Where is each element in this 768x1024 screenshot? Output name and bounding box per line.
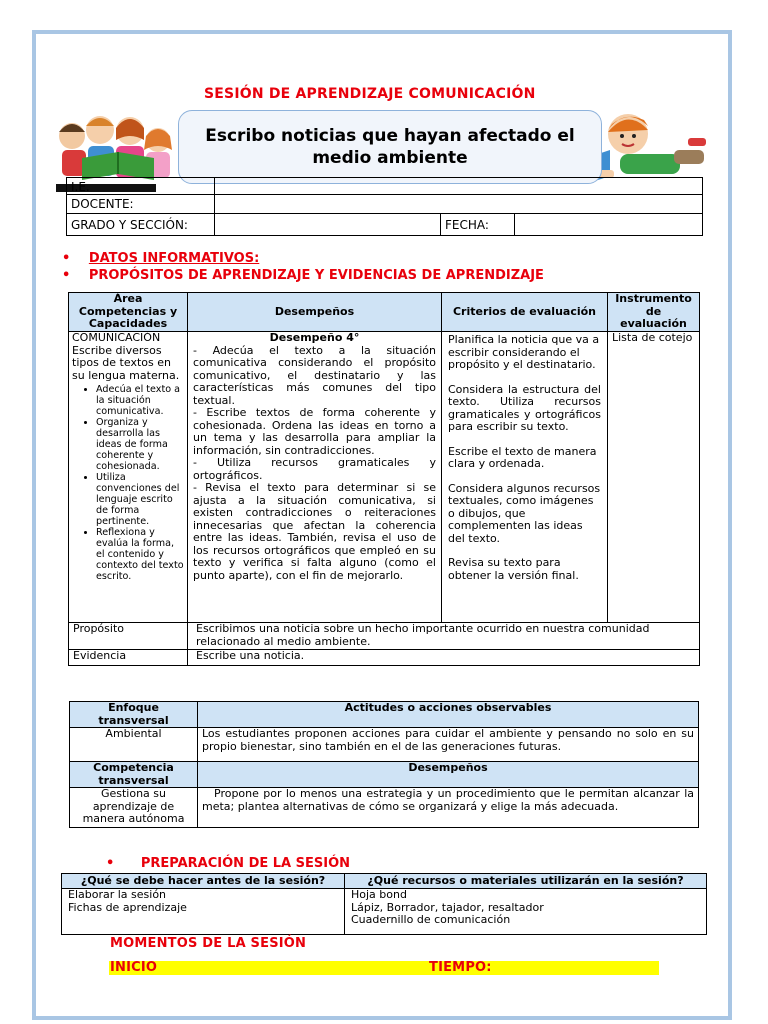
prep-item: Lápiz, Borrador, tajador, resaltador bbox=[351, 900, 544, 914]
capacidad-item: • Utiliza convenciones del lenguaje escrito de forma pertinente. bbox=[96, 472, 184, 527]
desempeno-item: - Adecúa el texto a la situación comunicativa considerando el propósito comunicativo, el destinatario y las características más comunes del tipo textual. bbox=[193, 343, 436, 407]
datos-heading-text: DATOS INFORMATIVOS: bbox=[88, 251, 260, 266]
docente-label: DOCENTE: bbox=[67, 195, 215, 214]
prep-col1-cell bbox=[62, 889, 345, 935]
capacidad-item: • Reflexiona y evalúa la forma, el contenido y contexto del texto escrito. bbox=[96, 527, 184, 582]
momentos-heading: MOMENTOS DE LA SESIÓN bbox=[110, 936, 307, 951]
desempenos-value bbox=[198, 788, 699, 828]
instrumento-header: Instrumento de evaluación bbox=[608, 293, 700, 332]
desempenos-header: Desempeños bbox=[188, 293, 442, 332]
enfoque-header: Enfoque transversal bbox=[70, 702, 198, 728]
purpose-table bbox=[68, 292, 700, 666]
docente-field[interactable] bbox=[215, 195, 703, 214]
prep-col1-header: ¿Qué se debe hacer antes de la sesión? bbox=[62, 874, 345, 889]
criterios-cell bbox=[442, 332, 608, 623]
proposito-text: Escribimos una noticia sobre un hecho importante ocurrido en nuestra comunidad relacionado al medio ambiente. bbox=[188, 623, 700, 650]
enfoque-table bbox=[69, 701, 699, 828]
evidencia-label: Evidencia bbox=[69, 650, 188, 666]
datos-heading bbox=[62, 251, 259, 266]
criterio-item: Considera la estructura del texto. Utiliza recursos gramaticales y ortográficos para escribir su texto. bbox=[448, 382, 601, 433]
info-table bbox=[66, 177, 703, 236]
ie-field[interactable] bbox=[215, 178, 703, 195]
desempenos-cell bbox=[188, 332, 442, 623]
bullet-icon: • bbox=[106, 856, 115, 871]
area-header: Área Competencias y Capacidades bbox=[69, 293, 188, 332]
evidencia-text: Escribe una noticia. bbox=[188, 650, 700, 666]
session-banner-text: Escribo noticias que hayan afectado el medio ambiente bbox=[205, 126, 575, 168]
grado-field[interactable] bbox=[215, 214, 441, 236]
session-banner bbox=[178, 110, 602, 184]
criterios-header: Criterios de evaluación bbox=[442, 293, 608, 332]
capacidad-item: • Organiza y desarrolla las ideas de forma coherente y cohesionada. bbox=[96, 417, 184, 472]
preparacion-heading-text: PREPARACIÓN DE LA SESIÓN bbox=[140, 856, 351, 871]
bullet-icon: • bbox=[62, 251, 71, 266]
ie-label: I.E. bbox=[67, 178, 215, 195]
desempenos-transversal-header: Desempeños bbox=[198, 762, 699, 788]
capacidades-list bbox=[72, 384, 184, 582]
inicio-label: INICIO bbox=[110, 960, 158, 975]
criterio-item: Planifica la noticia que va a escribir considerando el propósito y el destinatario. bbox=[448, 333, 600, 371]
criterio-item: Considera algunos recursos textuales, como imágenes o dibujos, que complementen las ideas del texto. bbox=[448, 481, 601, 545]
capacidad-item: • Adecúa el texto a la situación comunicativa. bbox=[96, 384, 184, 417]
area-title: COMUNICACIÓN bbox=[72, 331, 161, 344]
preparacion-heading bbox=[106, 856, 350, 871]
competencia-value: Gestiona su aprendizaje de manera autónoma bbox=[70, 788, 198, 828]
proposito-label: Propósito bbox=[69, 623, 188, 650]
area-cell bbox=[69, 332, 188, 623]
grado-label: GRADO Y SECCIÓN: bbox=[67, 214, 215, 236]
prep-item: Hoja bond bbox=[351, 888, 407, 901]
prep-col2-cell bbox=[345, 889, 707, 935]
actitudes-value: Los estudiantes proponen acciones para cuidar el ambiente y pensando no solo en su propio bienestar, sino también en el de las generaciones futuras. bbox=[198, 728, 699, 762]
tiempo-label: TIEMPO: bbox=[429, 960, 492, 975]
criterio-item: Revisa su texto para obtener la versión final. bbox=[448, 556, 579, 582]
desempenos-value-text: Propone por lo menos una estrategia y un procedimiento que le permitan alcanzar la meta; plantea alternativas de cómo se organizará y elige la más adecuada. bbox=[202, 787, 694, 813]
propositos-heading-text: PROPÓSITOS DE APRENDIZAJE Y EVIDENCIAS DE APRENDIZAJE bbox=[88, 268, 544, 283]
fecha-field[interactable] bbox=[515, 214, 703, 236]
fecha-label: FECHA: bbox=[441, 214, 515, 236]
prep-col2-header: ¿Qué recursos o materiales utilizarán en la sesión? bbox=[345, 874, 707, 889]
prep-item: Elaborar la sesión bbox=[68, 888, 167, 901]
competencia-text: Escribe diversos tipos de textos en su lengua materna. bbox=[72, 343, 180, 382]
prep-item: Fichas de aprendizaje bbox=[68, 900, 187, 914]
instrumento-cell: Lista de cotejo bbox=[608, 332, 700, 623]
actitudes-header: Actitudes o acciones observables bbox=[198, 702, 699, 728]
desempeno-item: - Utiliza recursos gramaticales y ortográficos. bbox=[193, 456, 436, 482]
desempeno-item: - Revisa el texto para determinar si se ajusta a la situación comunicativa, si existen contradicciones o reiteraciones innecesarias que afectan la coherencia entre las ideas. También, revisa el uso de los recursos ortográficos que empleó en su texto y verifica si falta alguno (como el punto aparte), con el fin de mejorarlo. bbox=[193, 481, 436, 582]
criterio-item: Escribe el texto de manera clara y ordenada. bbox=[448, 444, 597, 470]
bullet-icon: • bbox=[62, 268, 71, 283]
propositos-heading bbox=[62, 268, 544, 283]
prep-table bbox=[61, 873, 707, 935]
desempeno-item: - Escribe textos de forma coherente y cohesionada. Ordena las ideas en torno a un tema y las desarrolla para ampliar la información, sin contradicciones. bbox=[193, 406, 436, 457]
page-title: SESIÓN DE APRENDIZAJE COMUNICACIÓN bbox=[204, 86, 536, 102]
inicio-bar bbox=[109, 961, 659, 975]
enfoque-value: Ambiental bbox=[70, 728, 198, 762]
prep-item: Cuadernillo de comunicación bbox=[351, 913, 511, 926]
desempeno-title: Desempeño 4° bbox=[269, 331, 360, 344]
competencia-header: Competencia transversal bbox=[70, 762, 198, 788]
